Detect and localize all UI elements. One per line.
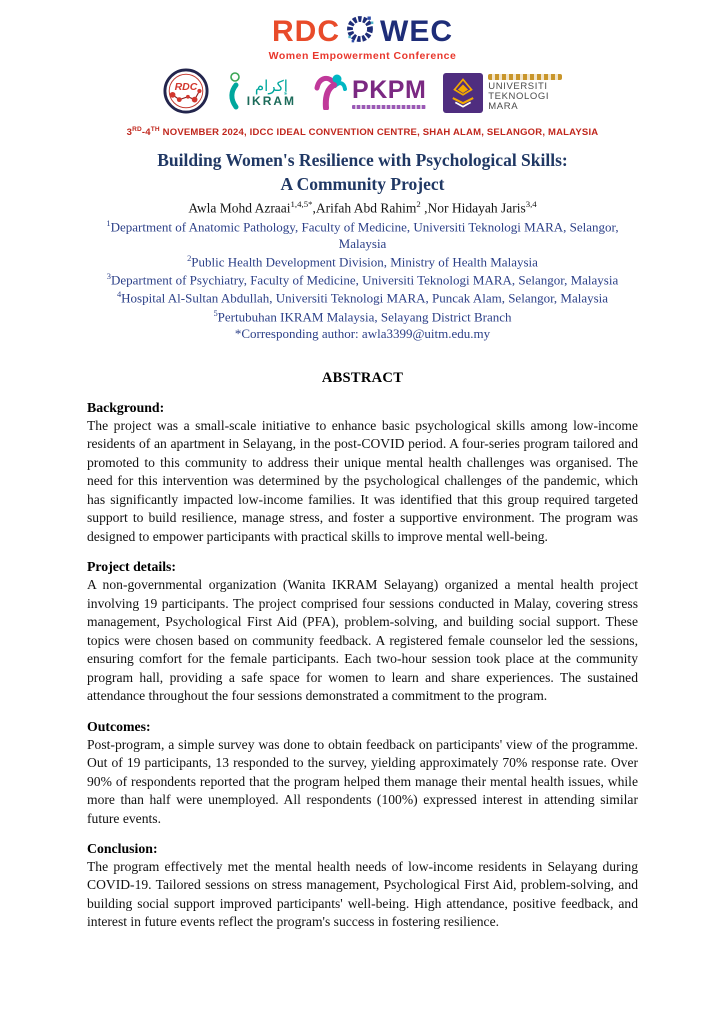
section-background-heading: Background: xyxy=(87,399,165,415)
affiliation-3 xyxy=(87,271,638,289)
rdc-badge-logo xyxy=(163,68,209,119)
ikram-logo xyxy=(226,71,296,116)
author-2-name: ,Arifah Abd Rahim xyxy=(312,200,417,216)
affiliation-5-text: Pertubuhan IKRAM Malaysia, Selayang District Branch xyxy=(217,309,512,324)
corresponding-author: *Corresponding author: awla3399@uitm.edu.my xyxy=(234,325,491,341)
banner-day-2: -4 xyxy=(141,127,151,139)
section-background-body: The project was a small-scale initiative to enhance basic psychological skills among low-income residents of an apartment in Selayang, in the post-COVID period. A four-series program tailored and promoted to this community to address their unique mental health challenges was organised. The need for this intervention was determined by the psychological challenges of the pandemic, which has significantly impacted low-income families. It was identified that this group required targeted support to build resilience, manage stress, and foster a supportive environment. The program was designed to empower participants with practical skills to improve mental well-being. xyxy=(87,417,638,544)
partner-logos xyxy=(87,69,638,117)
brand-rdc-text: RDC xyxy=(272,14,340,48)
section-outcomes xyxy=(87,719,638,828)
section-conclusion-heading: Conclusion: xyxy=(87,840,158,856)
section-conclusion-body: The program effectively met the mental health needs of low-income residents in Selayang during COVID-19. Tailored sessions on stress management, Psychological First Aid, problem-solving, and building social support improved participants' well-being. High attendance, positive feedback, and interest in future events reflect the program's success in fostering resilience. xyxy=(87,858,638,930)
section-conclusion xyxy=(87,841,638,932)
author-line xyxy=(87,199,638,217)
title-line-1: Building Women's Resilience with Psychological Skills: xyxy=(157,150,568,171)
author-3-affil-sup: 3,4 xyxy=(525,199,537,210)
affiliation-4-sup: 4 xyxy=(116,289,122,300)
author-1-name: Awla Mohd Azraai xyxy=(188,200,291,216)
conference-subtitle: Women Empowerment Conference xyxy=(268,50,457,62)
pkpm-tagline-strip xyxy=(352,105,426,109)
rdc-badge-label: RDC xyxy=(174,80,198,93)
affiliation-4-text: Hospital Al-Sultan Abdullah, Universiti Teknologi MARA, Puncak Alam, Selangor, Malaysia xyxy=(121,290,609,306)
affiliation-2-sup: 2 xyxy=(187,253,192,264)
author-2-affil-sup: 2 xyxy=(416,199,421,210)
affiliation-4 xyxy=(87,289,638,307)
uitm-line-1: UNIVERSITI xyxy=(488,81,548,93)
event-date-banner xyxy=(87,126,638,138)
banner-venue-text: NOVEMBER 2024, IDCC IDEAL CONVENTION CENTRE, SHAH ALAM, SELANGOR, MALAYSIA xyxy=(159,127,599,139)
uitm-jawi-script xyxy=(488,74,562,80)
uitm-crest-icon xyxy=(443,73,483,113)
ikram-arabic-text: إكرام xyxy=(254,77,288,95)
affiliation-1-text: Department of Anatomic Pathology, Faculty of Medicine, Universiti Teknologi MARA, Selangor, Malaysia xyxy=(110,219,619,252)
banner-ordinal-1: RD xyxy=(132,126,142,133)
affiliation-block xyxy=(87,218,638,343)
author-3-name: ,Nor Hidayah Jaris xyxy=(420,200,526,216)
affiliation-5 xyxy=(87,308,638,326)
page-title xyxy=(87,149,638,196)
pkpm-logo xyxy=(313,72,426,115)
ikram-ribbon-icon xyxy=(226,71,242,116)
affiliation-1 xyxy=(87,218,638,253)
uitm-logo xyxy=(443,73,562,113)
section-project-details xyxy=(87,559,638,705)
affiliation-5-sup: 5 xyxy=(213,307,218,318)
conference-brand xyxy=(87,14,638,49)
author-1-affil-sup: 1,4,5* xyxy=(290,199,313,210)
section-project-details-heading: Project details: xyxy=(87,559,177,575)
pkpm-wordmark xyxy=(352,75,427,109)
section-outcomes-heading: Outcomes: xyxy=(87,718,151,734)
affiliation-3-text: Department of Psychiatry, Faculty of Medicine, Universiti Teknologi MARA, Selangor, Malaysia xyxy=(110,272,619,288)
banner-day-1: 3 xyxy=(126,127,133,139)
affiliation-2-text: Public Health Development Division, Ministry of Health Malaysia xyxy=(191,254,538,270)
pkpm-name-text: PKPM xyxy=(352,75,427,104)
section-project-details-body: A non-governmental organization (Wanita IKRAM Selayang) organized a mental health project involving 19 participants. The project comprised four sessions conducted in Malay, covering stress management, Psychological First Aid (PFA), problem-solving, and building social support. These topics were chosen based on community feedback. A registered female counselor led the sessions, ensuring comfort for the female participants. Each two-hour session took place at the community program hall, providing a safe space for women to learn and share experiences. The sustained attendance throughout the four sessions demonstrated a commitment to the program. xyxy=(87,577,638,704)
ikram-name-text: IKRAM xyxy=(246,94,297,108)
abstract-heading: ABSTRACT xyxy=(321,369,404,386)
ikram-wordmark xyxy=(247,79,296,107)
uitm-line-3: MARA xyxy=(488,100,519,112)
affiliation-1-sup: 1 xyxy=(106,217,111,228)
brand-wec-text: WEC xyxy=(380,14,453,48)
section-background xyxy=(87,400,638,546)
uitm-wordmark xyxy=(488,74,562,112)
title-line-2: A Community Project xyxy=(280,173,445,194)
pixel-globe-icon xyxy=(345,14,375,49)
affiliation-3-sup: 3 xyxy=(106,271,111,282)
uitm-line-2: TEKNOLOGI xyxy=(488,91,550,103)
section-outcomes-body: Post-program, a simple survey was done to obtain feedback on participants' view of the programme. Out of 19 participants, 13 responded to the survey, yielding approximately 70% response rate. Over 90% of respondents reported that the program helped them manage their mental health issues, while more than half were unemployed. All respondents (100%) expressed interest in attending similar future events. xyxy=(87,736,638,826)
pkpm-person-icon xyxy=(313,72,347,115)
affiliation-2 xyxy=(87,253,638,271)
banner-ordinal-2: TH xyxy=(150,126,160,133)
